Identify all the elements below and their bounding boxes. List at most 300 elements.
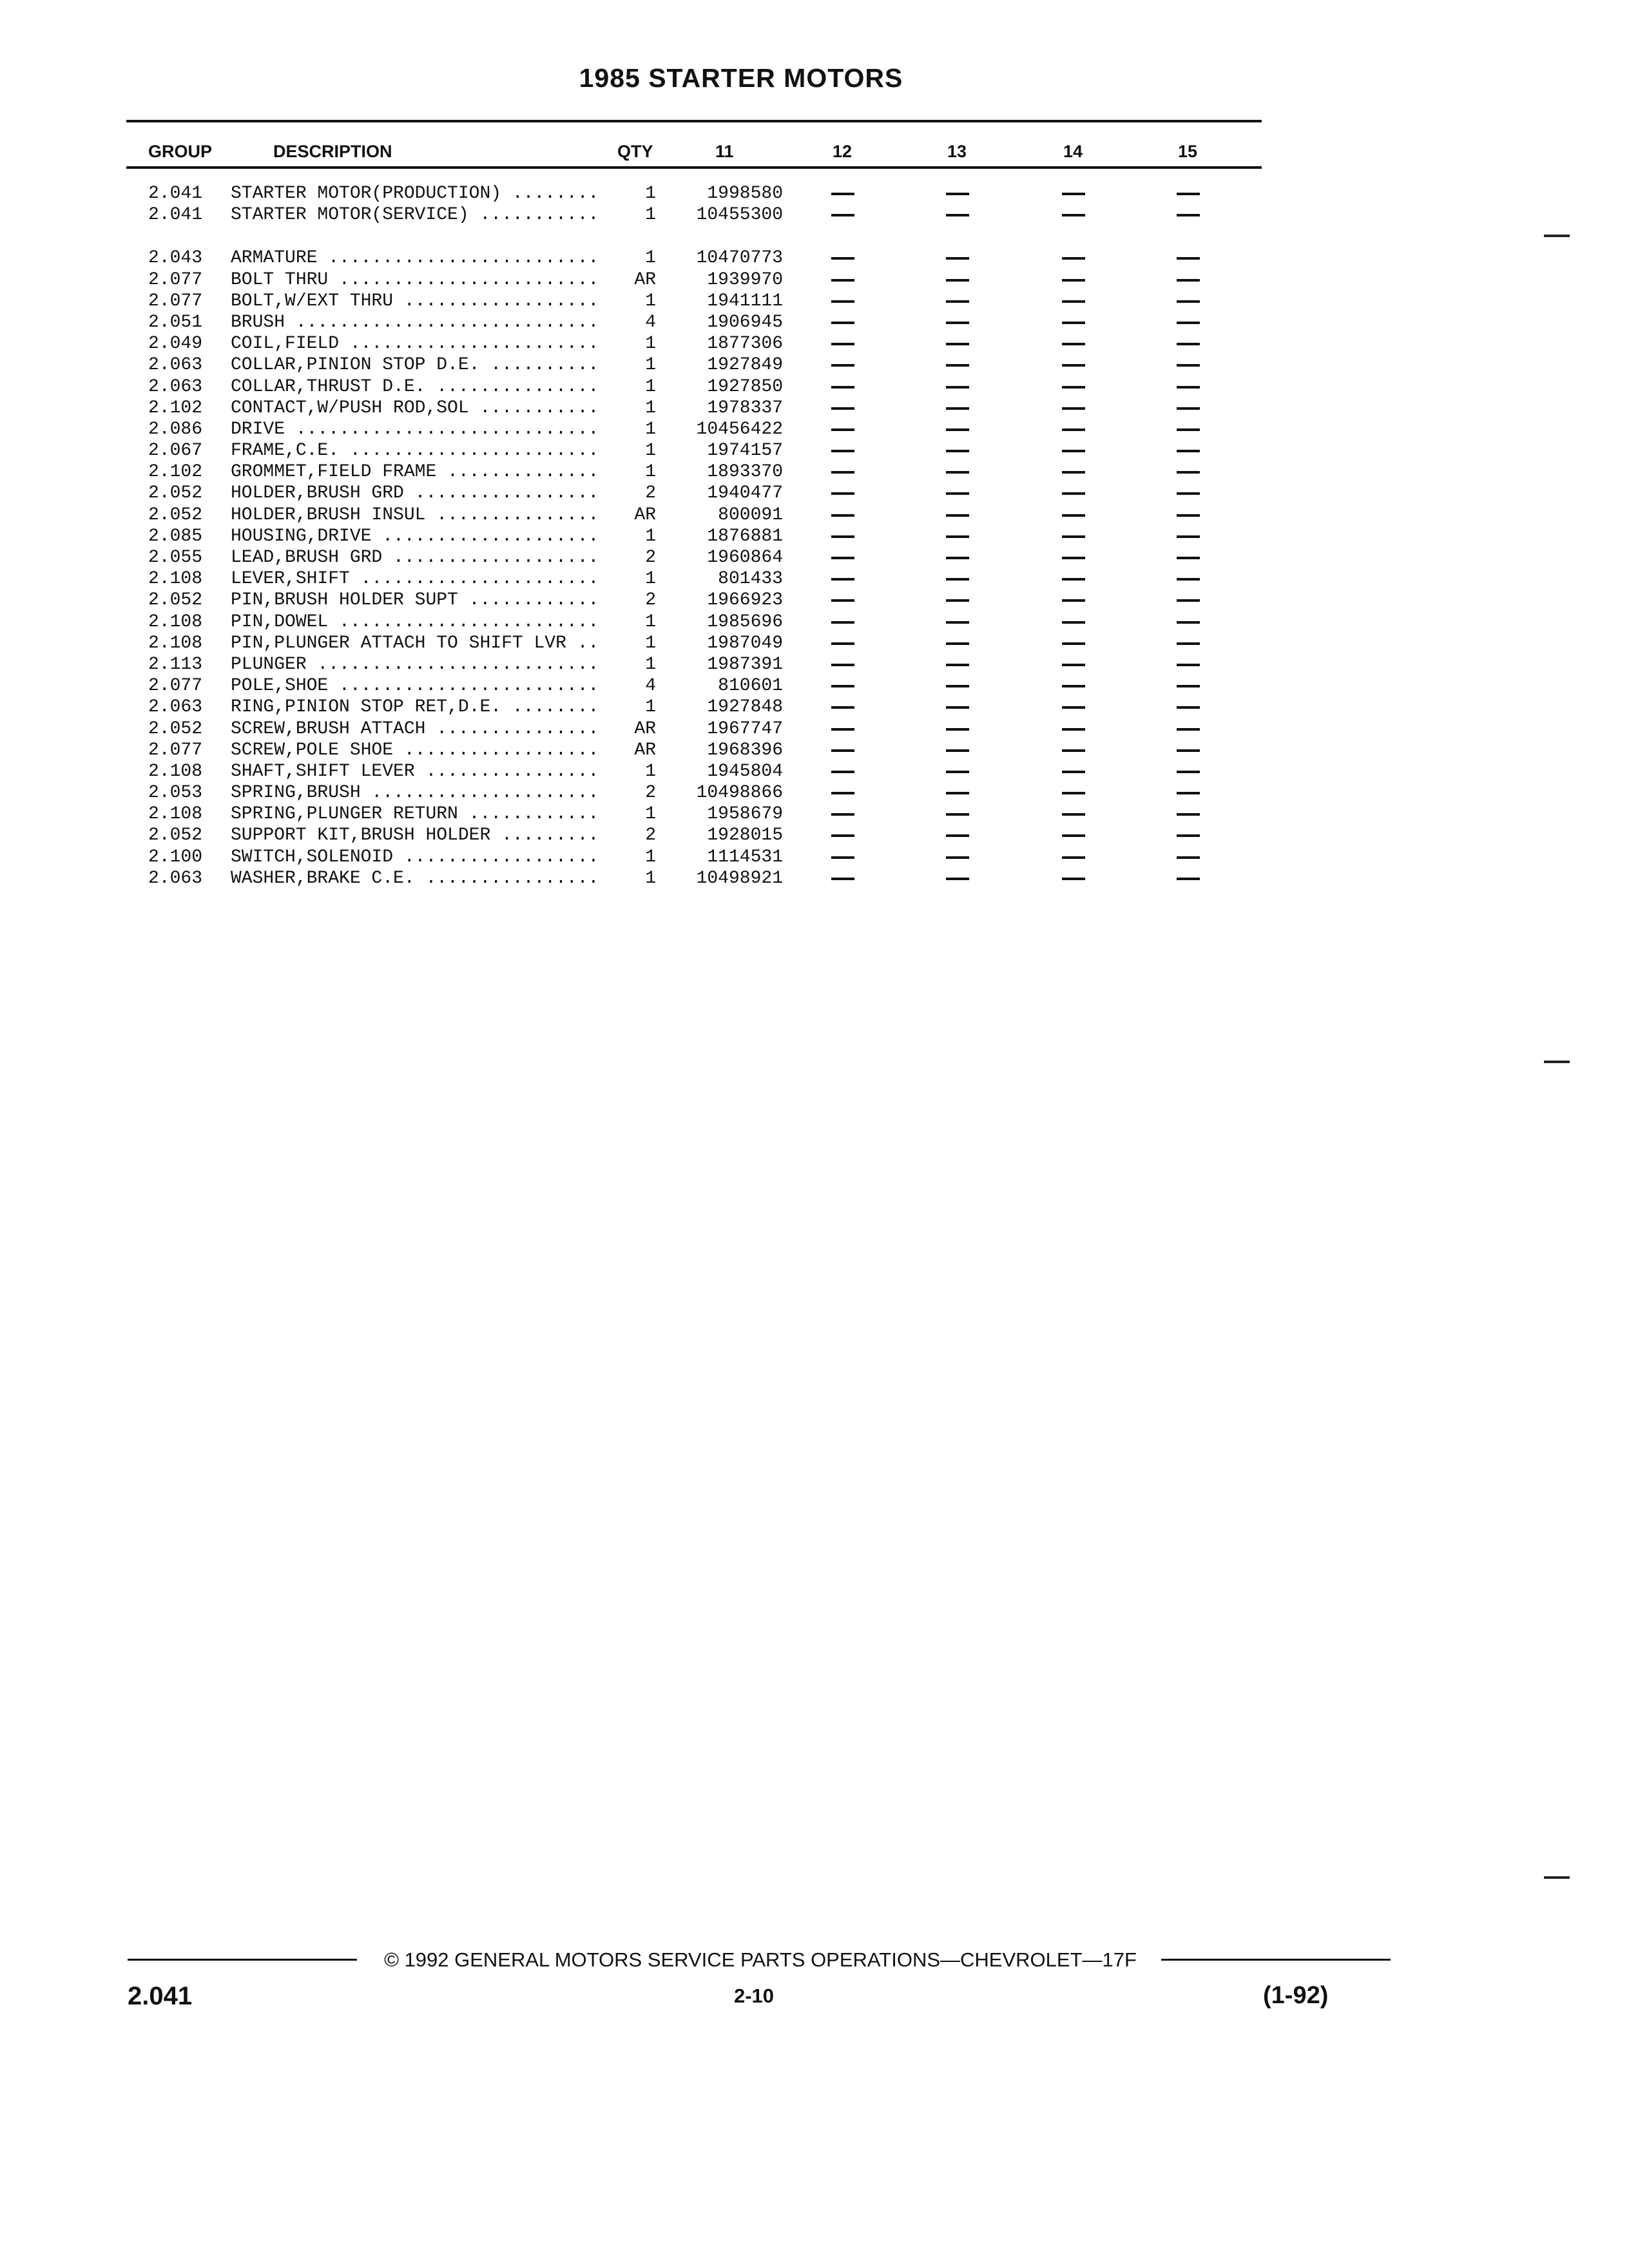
part-description: BOLT,W/EXT THRU .................. xyxy=(231,291,599,311)
part-number-col-11: 1940477 xyxy=(707,483,783,504)
margin-mark xyxy=(1544,1876,1570,1879)
part-number-col-11: 10456422 xyxy=(696,419,783,439)
not-applicable-dash-col-14 xyxy=(1062,279,1085,282)
part-group-number: 2.041 xyxy=(148,205,203,226)
part-quantity: 4 xyxy=(645,312,656,332)
part-quantity: AR xyxy=(634,269,656,290)
part-description: PIN,DOWEL ........................ xyxy=(231,611,599,632)
not-applicable-dash-col-14 xyxy=(1062,471,1085,474)
column-header-14: 14 xyxy=(1063,142,1083,161)
table-row xyxy=(0,740,1629,761)
part-number-col-11: 10455300 xyxy=(696,205,783,226)
not-applicable-dash-col-15 xyxy=(1177,706,1200,709)
part-group-number: 2.077 xyxy=(148,740,203,760)
part-description: STARTER MOTOR(PRODUCTION) ........ xyxy=(231,184,599,204)
not-applicable-dash-col-15 xyxy=(1177,322,1200,324)
not-applicable-dash-col-13 xyxy=(946,749,969,752)
part-number-col-11: 801433 xyxy=(718,569,783,590)
footer-copyright: © 1992 GENERAL MOTORS SERVICE PARTS OPERATIONS—CHEVROLET—17F xyxy=(384,1948,1137,1971)
part-group-number: 2.086 xyxy=(148,419,203,439)
table-row xyxy=(0,654,1629,675)
part-quantity: AR xyxy=(634,718,656,739)
part-number-col-11: 1941111 xyxy=(707,291,783,311)
not-applicable-dash-col-12 xyxy=(831,257,854,260)
part-number-col-11: 1985696 xyxy=(707,611,783,632)
not-applicable-dash-col-13 xyxy=(946,535,969,538)
not-applicable-dash-col-15 xyxy=(1177,621,1200,624)
part-number-col-11: 1974157 xyxy=(707,441,783,461)
part-number-col-11: 10498921 xyxy=(696,868,783,889)
not-applicable-dash-col-13 xyxy=(946,407,969,410)
not-applicable-dash-col-15 xyxy=(1177,257,1200,260)
part-group-number: 2.063 xyxy=(148,376,203,397)
part-group-number: 2.108 xyxy=(148,633,203,653)
part-quantity: 1 xyxy=(645,868,656,889)
part-quantity: 1 xyxy=(645,291,656,311)
part-description: GROMMET,FIELD FRAME .............. xyxy=(231,462,599,483)
not-applicable-dash-col-14 xyxy=(1062,450,1085,452)
column-header-description: DESCRIPTION xyxy=(273,142,392,161)
part-number-col-11: 1998580 xyxy=(707,184,783,204)
not-applicable-dash-col-15 xyxy=(1177,642,1200,645)
part-number-col-11: 1927849 xyxy=(707,355,783,376)
not-applicable-dash-col-13 xyxy=(946,578,969,581)
footer-page-number: 2-10 xyxy=(733,1984,775,2007)
part-quantity: 1 xyxy=(645,184,656,204)
part-quantity: 1 xyxy=(645,355,656,376)
not-applicable-dash-col-12 xyxy=(831,878,854,880)
table-row xyxy=(0,247,1629,269)
not-applicable-dash-col-12 xyxy=(831,428,854,431)
part-number-col-11: 1987391 xyxy=(707,654,783,675)
not-applicable-dash-col-13 xyxy=(946,343,969,345)
part-group-number: 2.049 xyxy=(148,334,203,354)
part-number-col-11: 1967747 xyxy=(707,718,783,739)
table-row xyxy=(0,204,1629,226)
part-number-col-11: 1945804 xyxy=(707,761,783,782)
part-group-number: 2.052 xyxy=(148,718,203,739)
not-applicable-dash-col-12 xyxy=(831,492,854,495)
part-group-number: 2.063 xyxy=(148,697,203,718)
not-applicable-dash-col-13 xyxy=(946,300,969,303)
not-applicable-dash-col-12 xyxy=(831,193,854,195)
table-row xyxy=(0,782,1629,803)
part-description: LEVER,SHIFT ...................... xyxy=(231,569,599,590)
not-applicable-dash-col-14 xyxy=(1062,749,1085,752)
not-applicable-dash-col-13 xyxy=(946,621,969,624)
part-group-number: 2.041 xyxy=(148,184,203,204)
part-description: HOUSING,DRIVE .................... xyxy=(231,526,599,546)
not-applicable-dash-col-15 xyxy=(1177,471,1200,474)
not-applicable-dash-col-12 xyxy=(831,642,854,645)
not-applicable-dash-col-13 xyxy=(946,599,969,602)
part-number-col-11: 1958679 xyxy=(707,804,783,825)
not-applicable-dash-col-12 xyxy=(831,599,854,602)
not-applicable-dash-col-14 xyxy=(1062,878,1085,880)
not-applicable-dash-col-15 xyxy=(1177,492,1200,495)
footer-rule-left xyxy=(128,1959,357,1961)
not-applicable-dash-col-13 xyxy=(946,878,969,880)
part-group-number: 2.055 xyxy=(148,548,203,568)
not-applicable-dash-col-12 xyxy=(831,471,854,474)
not-applicable-dash-col-12 xyxy=(831,322,854,324)
not-applicable-dash-col-12 xyxy=(831,364,854,367)
part-description: HOLDER,BRUSH GRD ................. xyxy=(231,483,599,504)
part-description: POLE,SHOE ........................ xyxy=(231,676,599,697)
table-row xyxy=(0,461,1629,483)
part-description: PLUNGER .......................... xyxy=(231,654,599,675)
part-quantity: 1 xyxy=(645,334,656,354)
not-applicable-dash-col-15 xyxy=(1177,514,1200,517)
part-quantity: 2 xyxy=(645,825,656,846)
not-applicable-dash-col-13 xyxy=(946,471,969,474)
part-number-col-11: 1877306 xyxy=(707,334,783,354)
part-number-col-11: 1939970 xyxy=(707,269,783,290)
not-applicable-dash-col-12 xyxy=(831,514,854,517)
not-applicable-dash-col-14 xyxy=(1062,514,1085,517)
not-applicable-dash-col-14 xyxy=(1062,557,1085,559)
margin-mark xyxy=(1544,235,1570,237)
table-row xyxy=(0,761,1629,782)
footer-revision: (1-92) xyxy=(1263,1982,1329,2009)
part-description: PIN,BRUSH HOLDER SUPT ............ xyxy=(231,590,599,611)
part-description: PIN,PLUNGER ATTACH TO SHIFT LVR .. xyxy=(231,633,599,653)
part-number-col-11: 1876881 xyxy=(707,526,783,546)
not-applicable-dash-col-15 xyxy=(1177,407,1200,410)
not-applicable-dash-col-13 xyxy=(946,257,969,260)
header-rule xyxy=(126,166,1262,169)
not-applicable-dash-col-15 xyxy=(1177,856,1200,859)
not-applicable-dash-col-15 xyxy=(1177,343,1200,345)
table-row xyxy=(0,547,1629,568)
not-applicable-dash-col-15 xyxy=(1177,749,1200,752)
part-quantity: 2 xyxy=(645,590,656,611)
part-group-number: 2.102 xyxy=(148,398,203,418)
part-description: SCREW,BRUSH ATTACH ............... xyxy=(231,718,599,739)
not-applicable-dash-col-13 xyxy=(946,642,969,645)
part-group-number: 2.063 xyxy=(148,355,203,376)
not-applicable-dash-col-13 xyxy=(946,492,969,495)
part-description: SPRING,BRUSH ..................... xyxy=(231,783,599,803)
not-applicable-dash-col-14 xyxy=(1062,578,1085,581)
not-applicable-dash-col-13 xyxy=(946,279,969,282)
not-applicable-dash-col-13 xyxy=(946,557,969,559)
table-row xyxy=(0,505,1629,526)
table-row xyxy=(0,419,1629,440)
part-number-col-11: 1114531 xyxy=(707,847,783,867)
table-row xyxy=(0,633,1629,654)
table-row xyxy=(0,376,1629,398)
not-applicable-dash-col-12 xyxy=(831,856,854,859)
part-group-number: 2.108 xyxy=(148,761,203,782)
part-description: WASHER,BRAKE C.E. ................ xyxy=(231,868,599,889)
part-description: SHAFT,SHIFT LEVER ................ xyxy=(231,761,599,782)
not-applicable-dash-col-15 xyxy=(1177,578,1200,581)
not-applicable-dash-col-12 xyxy=(831,834,854,837)
part-quantity: 1 xyxy=(645,761,656,782)
part-number-col-11: 800091 xyxy=(718,505,783,525)
not-applicable-dash-col-12 xyxy=(831,578,854,581)
part-description: BOLT THRU ........................ xyxy=(231,269,599,290)
part-number-col-11: 1906945 xyxy=(707,312,783,332)
part-quantity: 1 xyxy=(645,697,656,718)
not-applicable-dash-col-12 xyxy=(831,386,854,389)
not-applicable-dash-col-14 xyxy=(1062,813,1085,816)
part-quantity: 1 xyxy=(645,205,656,226)
part-description: LEAD,BRUSH GRD ................... xyxy=(231,548,599,568)
not-applicable-dash-col-13 xyxy=(946,214,969,216)
footer-section-number: 2.041 xyxy=(128,1982,193,2010)
part-quantity: 1 xyxy=(645,419,656,439)
not-applicable-dash-col-12 xyxy=(831,450,854,452)
not-applicable-dash-col-14 xyxy=(1062,407,1085,410)
part-description: CONTACT,W/PUSH ROD,SOL ........... xyxy=(231,398,599,418)
not-applicable-dash-col-14 xyxy=(1062,642,1085,645)
part-quantity: 2 xyxy=(645,483,656,504)
not-applicable-dash-col-15 xyxy=(1177,728,1200,731)
not-applicable-dash-col-15 xyxy=(1177,386,1200,389)
not-applicable-dash-col-12 xyxy=(831,279,854,282)
part-description: DRIVE ............................ xyxy=(231,419,599,439)
footer-rule-right xyxy=(1161,1959,1391,1961)
part-description: ARMATURE ......................... xyxy=(231,248,599,269)
not-applicable-dash-col-12 xyxy=(831,792,854,794)
not-applicable-dash-col-15 xyxy=(1177,664,1200,666)
part-description: COLLAR,THRUST D.E. ............... xyxy=(231,376,599,397)
not-applicable-dash-col-13 xyxy=(946,771,969,773)
top-rule xyxy=(126,120,1262,122)
not-applicable-dash-col-13 xyxy=(946,450,969,452)
part-number-col-11: 10470773 xyxy=(696,248,783,269)
not-applicable-dash-col-12 xyxy=(831,771,854,773)
not-applicable-dash-col-14 xyxy=(1062,300,1085,303)
not-applicable-dash-col-15 xyxy=(1177,428,1200,431)
part-group-number: 2.052 xyxy=(148,505,203,525)
part-number-col-11: 1927848 xyxy=(707,697,783,718)
part-group-number: 2.063 xyxy=(148,868,203,889)
not-applicable-dash-col-15 xyxy=(1177,300,1200,303)
part-group-number: 2.067 xyxy=(148,441,203,461)
table-row xyxy=(0,269,1629,291)
not-applicable-dash-col-14 xyxy=(1062,599,1085,602)
not-applicable-dash-col-13 xyxy=(946,856,969,859)
part-quantity: 1 xyxy=(645,611,656,632)
margin-mark xyxy=(1544,1061,1570,1063)
part-quantity: AR xyxy=(634,505,656,525)
not-applicable-dash-col-15 xyxy=(1177,771,1200,773)
part-description: SUPPORT KIT,BRUSH HOLDER ......... xyxy=(231,825,599,846)
not-applicable-dash-col-15 xyxy=(1177,792,1200,794)
not-applicable-dash-col-12 xyxy=(831,557,854,559)
table-row xyxy=(0,291,1629,312)
not-applicable-dash-col-15 xyxy=(1177,450,1200,452)
part-quantity: 1 xyxy=(645,569,656,590)
not-applicable-dash-col-15 xyxy=(1177,834,1200,837)
part-group-number: 2.102 xyxy=(148,462,203,483)
table-row xyxy=(0,312,1629,333)
parts-table xyxy=(0,183,1629,889)
part-quantity: 1 xyxy=(645,462,656,483)
part-quantity: 2 xyxy=(645,548,656,568)
not-applicable-dash-col-15 xyxy=(1177,557,1200,559)
part-quantity: 1 xyxy=(645,248,656,269)
not-applicable-dash-col-14 xyxy=(1062,664,1085,666)
not-applicable-dash-col-13 xyxy=(946,514,969,517)
not-applicable-dash-col-13 xyxy=(946,193,969,195)
part-description: SWITCH,SOLENOID .................. xyxy=(231,847,599,867)
not-applicable-dash-col-14 xyxy=(1062,685,1085,687)
not-applicable-dash-col-15 xyxy=(1177,878,1200,880)
not-applicable-dash-col-13 xyxy=(946,664,969,666)
not-applicable-dash-col-14 xyxy=(1062,706,1085,709)
not-applicable-dash-col-13 xyxy=(946,685,969,687)
column-header-11: 11 xyxy=(715,142,734,161)
part-group-number: 2.100 xyxy=(148,847,203,867)
not-applicable-dash-col-14 xyxy=(1062,792,1085,794)
not-applicable-dash-col-14 xyxy=(1062,322,1085,324)
not-applicable-dash-col-14 xyxy=(1062,728,1085,731)
part-group-number: 2.051 xyxy=(148,312,203,332)
part-description: SCREW,POLE SHOE .................. xyxy=(231,740,599,760)
not-applicable-dash-col-15 xyxy=(1177,685,1200,687)
table-row xyxy=(0,803,1629,825)
table-row xyxy=(0,675,1629,697)
not-applicable-dash-col-14 xyxy=(1062,771,1085,773)
not-applicable-dash-col-15 xyxy=(1177,535,1200,538)
page-title: 1985 STARTER MOTORS xyxy=(579,63,903,93)
not-applicable-dash-col-13 xyxy=(946,834,969,837)
not-applicable-dash-col-12 xyxy=(831,749,854,752)
not-applicable-dash-col-14 xyxy=(1062,364,1085,367)
not-applicable-dash-col-12 xyxy=(831,343,854,345)
part-number-col-11: 10498866 xyxy=(696,783,783,803)
not-applicable-dash-col-13 xyxy=(946,364,969,367)
part-quantity: 1 xyxy=(645,441,656,461)
not-applicable-dash-col-12 xyxy=(831,300,854,303)
not-applicable-dash-col-13 xyxy=(946,706,969,709)
table-row xyxy=(0,440,1629,461)
part-group-number: 2.052 xyxy=(148,590,203,611)
part-quantity: 2 xyxy=(645,783,656,803)
not-applicable-dash-col-15 xyxy=(1177,364,1200,367)
not-applicable-dash-col-15 xyxy=(1177,193,1200,195)
part-number-col-11: 1987049 xyxy=(707,633,783,653)
part-number-col-11: 1978337 xyxy=(707,398,783,418)
table-row xyxy=(0,868,1629,889)
part-group-number: 2.077 xyxy=(148,291,203,311)
not-applicable-dash-col-14 xyxy=(1062,535,1085,538)
not-applicable-dash-col-12 xyxy=(831,664,854,666)
not-applicable-dash-col-12 xyxy=(831,728,854,731)
table-row xyxy=(0,590,1629,611)
part-quantity: 1 xyxy=(645,847,656,867)
part-number-col-11: 1928015 xyxy=(707,825,783,846)
part-number-col-11: 1960864 xyxy=(707,548,783,568)
part-number-col-11: 1927850 xyxy=(707,376,783,397)
not-applicable-dash-col-15 xyxy=(1177,813,1200,816)
part-description: RING,PINION STOP RET,D.E. ........ xyxy=(231,697,599,718)
part-group-number: 2.077 xyxy=(148,676,203,697)
part-group-number: 2.052 xyxy=(148,825,203,846)
not-applicable-dash-col-12 xyxy=(831,706,854,709)
not-applicable-dash-col-14 xyxy=(1062,621,1085,624)
not-applicable-dash-col-15 xyxy=(1177,599,1200,602)
table-row xyxy=(0,847,1629,868)
not-applicable-dash-col-14 xyxy=(1062,343,1085,345)
part-group-number: 2.077 xyxy=(148,269,203,290)
table-row xyxy=(0,398,1629,419)
column-header-15: 15 xyxy=(1178,142,1198,161)
not-applicable-dash-col-14 xyxy=(1062,193,1085,195)
table-row xyxy=(0,697,1629,718)
part-quantity: 1 xyxy=(645,804,656,825)
not-applicable-dash-col-13 xyxy=(946,728,969,731)
part-group-number: 2.113 xyxy=(148,654,203,675)
row-group-spacer xyxy=(0,226,1629,247)
part-description: COLLAR,PINION STOP D.E. .......... xyxy=(231,355,599,376)
part-quantity: 1 xyxy=(645,376,656,397)
part-description: SPRING,PLUNGER RETURN ............ xyxy=(231,804,599,825)
not-applicable-dash-col-13 xyxy=(946,813,969,816)
part-group-number: 2.053 xyxy=(148,783,203,803)
part-group-number: 2.043 xyxy=(148,248,203,269)
not-applicable-dash-col-13 xyxy=(946,386,969,389)
not-applicable-dash-col-14 xyxy=(1062,834,1085,837)
part-quantity: 1 xyxy=(645,398,656,418)
not-applicable-dash-col-15 xyxy=(1177,214,1200,216)
part-group-number: 2.085 xyxy=(148,526,203,546)
table-row xyxy=(0,825,1629,846)
part-group-number: 2.052 xyxy=(148,483,203,504)
not-applicable-dash-col-14 xyxy=(1062,386,1085,389)
part-description: HOLDER,BRUSH INSUL ............... xyxy=(231,505,599,525)
not-applicable-dash-col-13 xyxy=(946,428,969,431)
part-description: COIL,FIELD ....................... xyxy=(231,334,599,354)
not-applicable-dash-col-14 xyxy=(1062,492,1085,495)
part-group-number: 2.108 xyxy=(148,611,203,632)
not-applicable-dash-col-14 xyxy=(1062,428,1085,431)
part-quantity: 1 xyxy=(645,633,656,653)
part-group-number: 2.108 xyxy=(148,804,203,825)
part-quantity: 1 xyxy=(645,654,656,675)
part-number-col-11: 1893370 xyxy=(707,462,783,483)
part-number-col-11: 810601 xyxy=(718,676,783,697)
table-row xyxy=(0,483,1629,504)
not-applicable-dash-col-12 xyxy=(831,813,854,816)
part-quantity: 1 xyxy=(645,526,656,546)
not-applicable-dash-col-12 xyxy=(831,407,854,410)
column-header-qty: QTY xyxy=(617,142,653,161)
table-row xyxy=(0,526,1629,547)
part-number-col-11: 1968396 xyxy=(707,740,783,760)
part-description: FRAME,C.E. ....................... xyxy=(231,441,599,461)
part-quantity: AR xyxy=(634,740,656,760)
not-applicable-dash-col-12 xyxy=(831,621,854,624)
table-row xyxy=(0,183,1629,204)
part-description: STARTER MOTOR(SERVICE) ........... xyxy=(231,205,599,226)
part-group-number: 2.108 xyxy=(148,569,203,590)
table-row xyxy=(0,333,1629,354)
column-header-12: 12 xyxy=(833,142,853,161)
table-row xyxy=(0,611,1629,633)
not-applicable-dash-col-13 xyxy=(946,322,969,324)
table-row xyxy=(0,718,1629,740)
table-row xyxy=(0,568,1629,590)
table-row xyxy=(0,354,1629,376)
column-header-group: GROUP xyxy=(148,142,213,161)
not-applicable-dash-col-13 xyxy=(946,792,969,794)
not-applicable-dash-col-12 xyxy=(831,535,854,538)
